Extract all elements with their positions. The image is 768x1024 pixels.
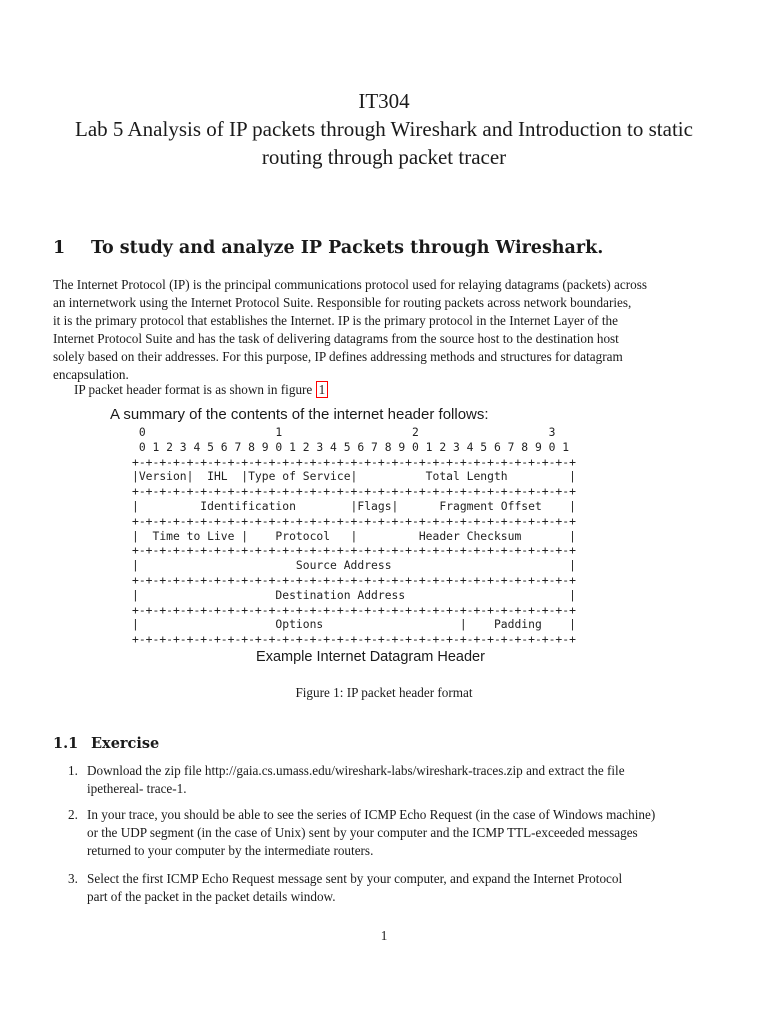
intro-line: encapsulation. <box>53 367 129 382</box>
page-number: 1 <box>380 928 388 943</box>
exercise-line: In your trace, you should be able to see the series of ICMP Echo Request (in the case of Windows machine) <box>87 807 656 822</box>
document-title <box>40 87 728 171</box>
intro-line: an internetwork using the Internet Protocol Suite. Responsible for routing packets across network boundaries, <box>53 295 632 310</box>
section-title: To study and analyze IP Packets through Wireshark. <box>91 238 604 258</box>
exercise-number: 1. <box>68 763 78 778</box>
subsection-number: 1.1 <box>53 735 79 752</box>
figure-summary-text: A summary of the contents of the internet header follows: <box>110 406 489 423</box>
subsection-title: Exercise <box>91 735 160 752</box>
intro-line: Internet Protocol Suite and has the task of delivering datagrams from the source host to the destination host <box>53 331 619 346</box>
ip-header-diagram: 0 1 2 3 0 1 2 3 4 5 6 7 8 9 0 1 2 3 4 5 6 7 8 9 0 1 2 3 4 5 6 7 8 9 0 1 +-+-+-+-+-+-+-+-+-+-+-+-+-+-+-+-+-+-+-+-+-+-+-+-+-+-+-+-+-+-+-+-+ |Version| IHL |Type of Service| Total Length | +-+-+-+-+-+-+-+-+-+-+-+-+-+-+-+-+-+-+-+-+-+-+-+-+-+-+-+-+-+-+-+-+ | Identification |Flags| Fragment Offset | +-+-+-+-+-+-+-+-+-+-+-+-+-+-+-+-+-+-+-+-+-+-+-+-+-+-+-+-+-+-+-+-+ | Time to Live | Protocol | Header Checksum | +-+-+-+-+-+-+-+-+-+-+-+-+-+-+-+-+-+-+-+-+-+-+-+-+-+-+-+-+-+-+-+-+ | Source Address | +-+-+-+-+-+-+-+-+-+-+-+-+-+-+-+-+-+-+-+-+-+-+-+-+-+-+-+-+-+-+-+-+ | Destination Address | +-+-+-+-+-+-+-+-+-+-+-+-+-+-+-+-+-+-+-+-+-+-+-+-+-+-+-+-+-+-+-+-+ | Options | Padding | +-+-+-+-+-+-+-+-+-+-+-+-+-+-+-+-+-+-+-+-+-+-+-+-+-+-+-+-+-+-+-+-+ <box>132 425 576 647</box>
ip-header-figure <box>108 403 633 671</box>
exercise-line: or the UDP segment (in the case of Unix) sent by your computer and the ICMP TTL-exceeded messages <box>87 825 638 840</box>
exercise-number: 2. <box>68 807 78 822</box>
title-line-2: routing through packet tracer <box>261 145 507 169</box>
subsection-heading <box>53 735 159 752</box>
section-number: 1 <box>53 238 66 258</box>
figure-caption: Figure 1: IP packet header format <box>295 685 473 700</box>
intro-line: solely based on their addresses. For this purpose, IP defines addressing methods and structures for datagram <box>53 349 623 364</box>
title-line-1: Lab 5 Analysis of IP packets through Wireshark and Introduction to static <box>75 117 693 141</box>
exercise-line: Select the first ICMP Echo Request message sent by your computer, and expand the Internet Protocol <box>87 871 623 886</box>
exercise-line: Download the zip file http://gaia.cs.umass.edu/wireshark-labs/wireshark-traces.zip and extract the file <box>87 763 625 778</box>
figure-intro-sentence <box>74 382 328 398</box>
exercise-line: part of the packet in the packet details window. <box>87 889 336 904</box>
exercise-line: returned to your computer by the intermediate routers. <box>87 843 374 858</box>
intro-line: it is the primary protocol that establishes the Internet. IP is the primary protocol in the Internet Layer of the <box>53 313 618 328</box>
course-code: IT304 <box>358 89 410 113</box>
exercise-line: ipethereal- trace-1. <box>87 781 187 796</box>
exercise-number: 3. <box>68 871 78 886</box>
section-heading <box>53 238 733 258</box>
intro-paragraph <box>53 276 715 384</box>
figure-reference-link[interactable]: 1 <box>316 381 329 398</box>
figure-image-label: Example Internet Datagram Header <box>256 649 485 665</box>
intro-line: The Internet Protocol (IP) is the principal communications protocol used for relaying datagrams (packets) across <box>53 277 647 292</box>
figure-intro-text: IP packet header format is as shown in figure <box>74 382 316 397</box>
